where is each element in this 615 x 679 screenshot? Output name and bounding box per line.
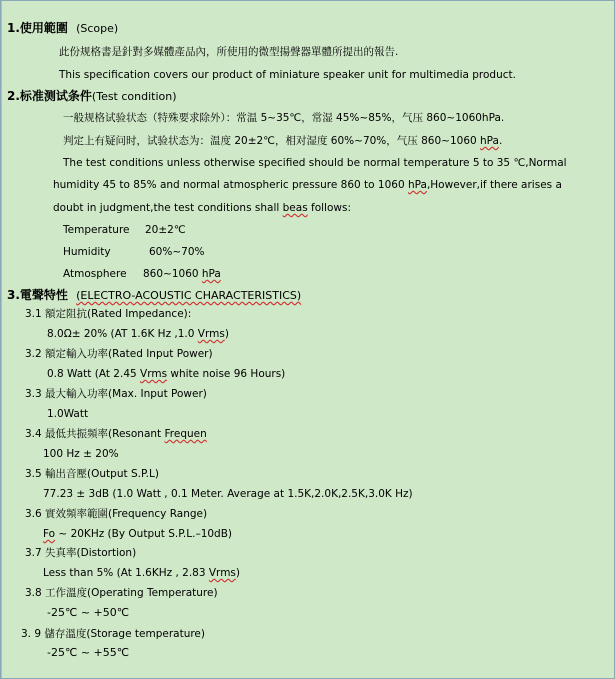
spec-3-4-title: 3.4 最低共振頻率(Resonant Frequen xyxy=(25,428,207,440)
section-2-heading: 2.标准测试条件(Test condition) xyxy=(7,89,177,103)
spec-3-7-value: Less than 5% (At 1.6KHz , 2.83 Vrms) xyxy=(43,567,240,579)
spec-3-1-title: 3.1 額定阻抗(Rated Impedance): xyxy=(25,308,192,320)
section-2-en-3: doubt in judgment,the test conditions shall beas follows: xyxy=(53,202,351,214)
grid-line xyxy=(1,1,2,678)
spec-3-9-value: -25℃ ~ +55℃ xyxy=(47,646,130,659)
spec-3-9-title: 3. 9 儲存溫度(Storage temperature) xyxy=(21,628,205,640)
condition-humidity: Humidity 60%~70% xyxy=(63,246,205,258)
spec-3-6-title: 3.6 實效頻率範圍(Frequency Range) xyxy=(25,508,208,520)
spec-3-6-value: Fo ~ 20KHz (By Output S.P.L.–10dB) xyxy=(43,528,233,540)
spec-3-3-title: 3.3 最大輸入功率(Max. Input Power) xyxy=(25,388,207,400)
condition-atmosphere: Atmosphere 860~1060 hPa xyxy=(63,268,221,280)
spec-3-5-title: 3.5 輸出音壓(Output S.P.L) xyxy=(25,468,159,480)
spec-3-1-value: 8.0Ω± 20% (AT 1.6K Hz ,1.0 Vrms) xyxy=(47,328,229,340)
spec-3-8-title: 3.8 工作溫度(Operating Temperature) xyxy=(25,587,218,599)
condition-temperature: Temperature 20±2℃ xyxy=(63,224,186,236)
section-1-zh: 此份规格書是針對多媒體產品內，所使用的微型揚聲器單體所提出的報告. xyxy=(59,46,399,58)
spec-3-8-value: -25℃ ~ +50℃ xyxy=(47,606,130,619)
spec-3-7-title: 3.7 失真率(Distortion) xyxy=(25,547,137,559)
section-2-zh-2: 判定上有疑问时，试验状态为：温度 20±2℃，相对湿度 60%~70%，气压 860~1060 hPa. xyxy=(63,135,503,147)
spec-3-4-value: 100 Hz ± 20% xyxy=(43,448,119,460)
section-3-heading: 3.電聲特性 (ELECTRO-ACOUSTIC CHARACTERISTICS) xyxy=(7,288,302,302)
section-1-en: This specification covers our product of miniature speaker unit for multimedia product. xyxy=(59,69,516,81)
spec-3-2-value: 0.8 Watt (At 2.45 Vrms white noise 96 Hours) xyxy=(47,368,286,380)
section-2-en-1: The test conditions unless otherwise specified should be normal temperature 5 to 35 ℃,Normal xyxy=(63,157,567,169)
section-2-zh-1: 一般规格试验状态（特殊要求除外）：常温 5~35℃，常湿 45%~85%，气压 860~1060hPa. xyxy=(63,112,505,124)
section-1-heading: 1.使用範圍 (Scope) xyxy=(7,21,119,35)
spec-3-3-value: 1.0Watt xyxy=(47,408,89,420)
spec-3-5-value: 77.23 ± 3dB (1.0 Watt , 0.1 Meter. Average at 1.5K,2.0K,2.5K,3.0K Hz) xyxy=(43,488,413,500)
spec-3-2-title: 3.2 額定輸入功率(Rated Input Power) xyxy=(25,348,213,360)
section-2-en-2: humidity 45 to 85% and normal atmospheric pressure 860 to 1060 hPa,However,if there arises a xyxy=(53,179,562,191)
